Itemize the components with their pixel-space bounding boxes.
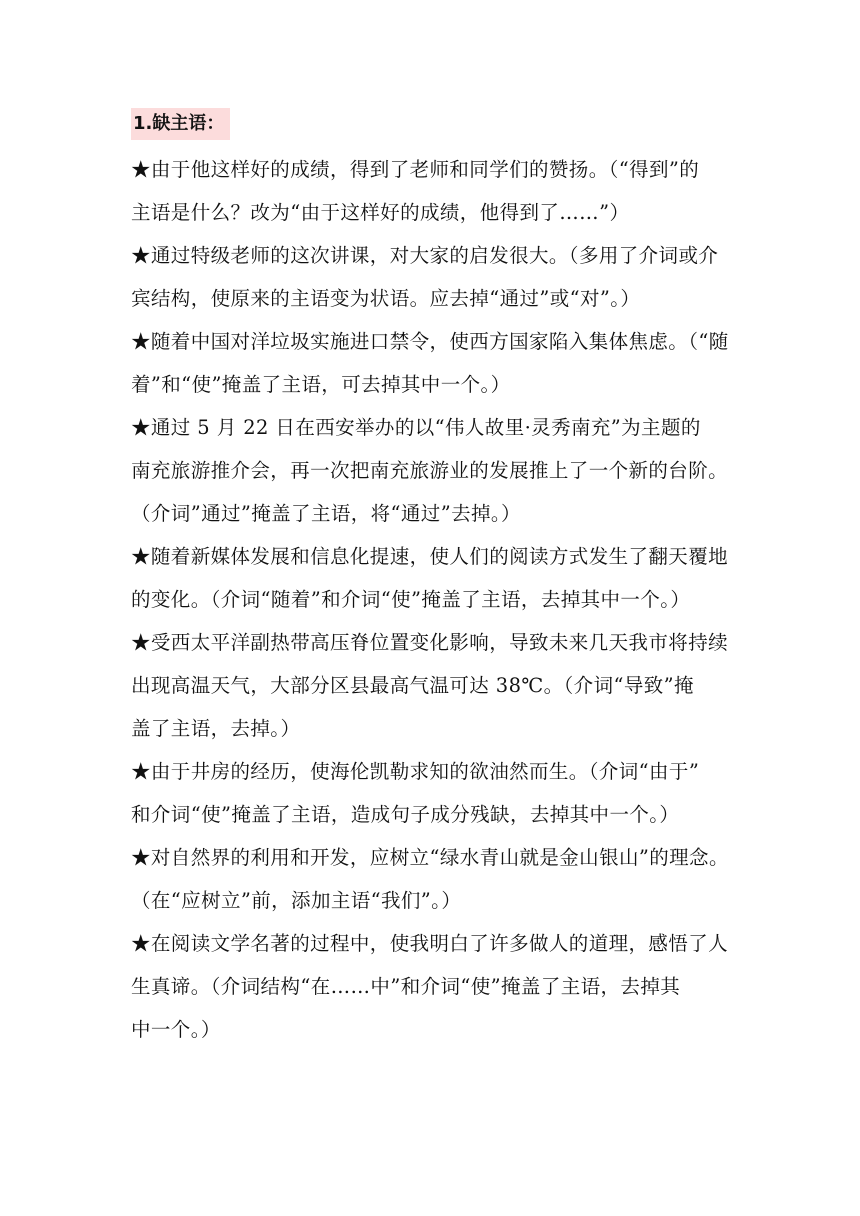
- example-item-line: [131, 406, 737, 449]
- example-text: 通过特级老师的这次讲课，对大家的启发很大。（多用了介词或介: [150, 244, 719, 267]
- star-icon: ★: [131, 545, 151, 568]
- star-icon: ★: [131, 932, 151, 955]
- example-item-line: [131, 922, 737, 965]
- example-text: 随着中国对洋垃圾实施进口禁令，使西方国家陷入集体焦虑。（“随: [150, 330, 729, 353]
- example-text: 盖了主语，去掉。）: [131, 717, 301, 740]
- example-text: 随着新媒体发展和信息化提速，使人们的阅读方式发生了翻天覆地: [150, 545, 729, 568]
- example-text: 出现高温天气，大部分区县最高气温可达 38℃。（介词“导致”掩: [131, 674, 694, 697]
- example-item-line: [131, 621, 737, 664]
- example-text: 由于井房的经历，使海伦凯勒求知的欲油然而生。（介词“由于”: [150, 760, 700, 783]
- star-icon: ★: [131, 846, 151, 869]
- example-text: 宾结构，使原来的主语变为状语。应去掉“通过”或“对”。）: [131, 287, 641, 310]
- star-icon: ★: [131, 330, 151, 353]
- example-item-line: [131, 277, 737, 320]
- example-item-line: [131, 492, 737, 535]
- example-item-line: [131, 879, 737, 922]
- example-item-line: [131, 320, 737, 363]
- example-item-line: [131, 664, 737, 707]
- example-item-line: [131, 836, 737, 879]
- document-page: [131, 108, 737, 1051]
- example-text: 着”和“使”掩盖了主语，可去掉其中一个。）: [131, 373, 511, 396]
- example-text: 南充旅游推介会，再一次把南充旅游业的发展推上了一个新的台阶。: [131, 459, 729, 482]
- example-item-line: [131, 234, 737, 277]
- example-text: （在“应树立”前，添加主语“我们”。）: [131, 889, 462, 912]
- example-text: 对自然界的利用和开发，应树立“绿水青山就是金山银山”的理念。: [150, 846, 729, 869]
- example-text: 通过 5 月 22 日在西安举办的以“伟人故里·灵秀南充”为主题的: [150, 416, 701, 439]
- example-text: 在阅读文学名著的过程中，使我明白了许多做人的道理，感悟了人: [150, 932, 729, 955]
- example-item-line: [131, 449, 737, 492]
- example-item-line: [131, 793, 737, 836]
- section-heading: 1.缺主语：: [131, 108, 230, 140]
- example-item-line: [131, 1008, 737, 1051]
- star-icon: ★: [131, 158, 151, 181]
- example-item-line: [131, 363, 737, 406]
- example-text: 生真谛。（介词结构“在……中”和介词“使”掩盖了主语，去掉其: [131, 975, 681, 998]
- example-text: 的变化。（介词“随着”和介词“使”掩盖了主语，去掉其中一个。）: [131, 588, 691, 611]
- example-text: 由于他这样好的成绩，得到了老师和同学们的赞扬。（“得到”的: [150, 158, 700, 181]
- example-text: （介词”通过”掩盖了主语，将“通过”去掉。）: [131, 502, 521, 525]
- star-icon: ★: [131, 760, 151, 783]
- example-item-line: [131, 148, 737, 191]
- example-item-line: [131, 707, 737, 750]
- example-text: 中一个。）: [131, 1018, 221, 1041]
- example-text: 主语是什么？改为“由于这样好的成绩，他得到了……”）: [131, 201, 630, 224]
- example-text: 和介词“使”掩盖了主语，造成句子成分残缺，去掉其中一个。）: [131, 803, 680, 826]
- example-item-line: [131, 965, 737, 1008]
- example-item-line: [131, 750, 737, 793]
- star-icon: ★: [131, 244, 151, 267]
- example-item-line: [131, 535, 737, 578]
- star-icon: ★: [131, 631, 151, 654]
- example-text: 受西太平洋副热带高压脊位置变化影响，导致未来几天我市将持续: [150, 631, 729, 654]
- example-item-line: [131, 578, 737, 621]
- example-item-line: [131, 191, 737, 234]
- example-list: [131, 148, 737, 1051]
- star-icon: ★: [131, 416, 151, 439]
